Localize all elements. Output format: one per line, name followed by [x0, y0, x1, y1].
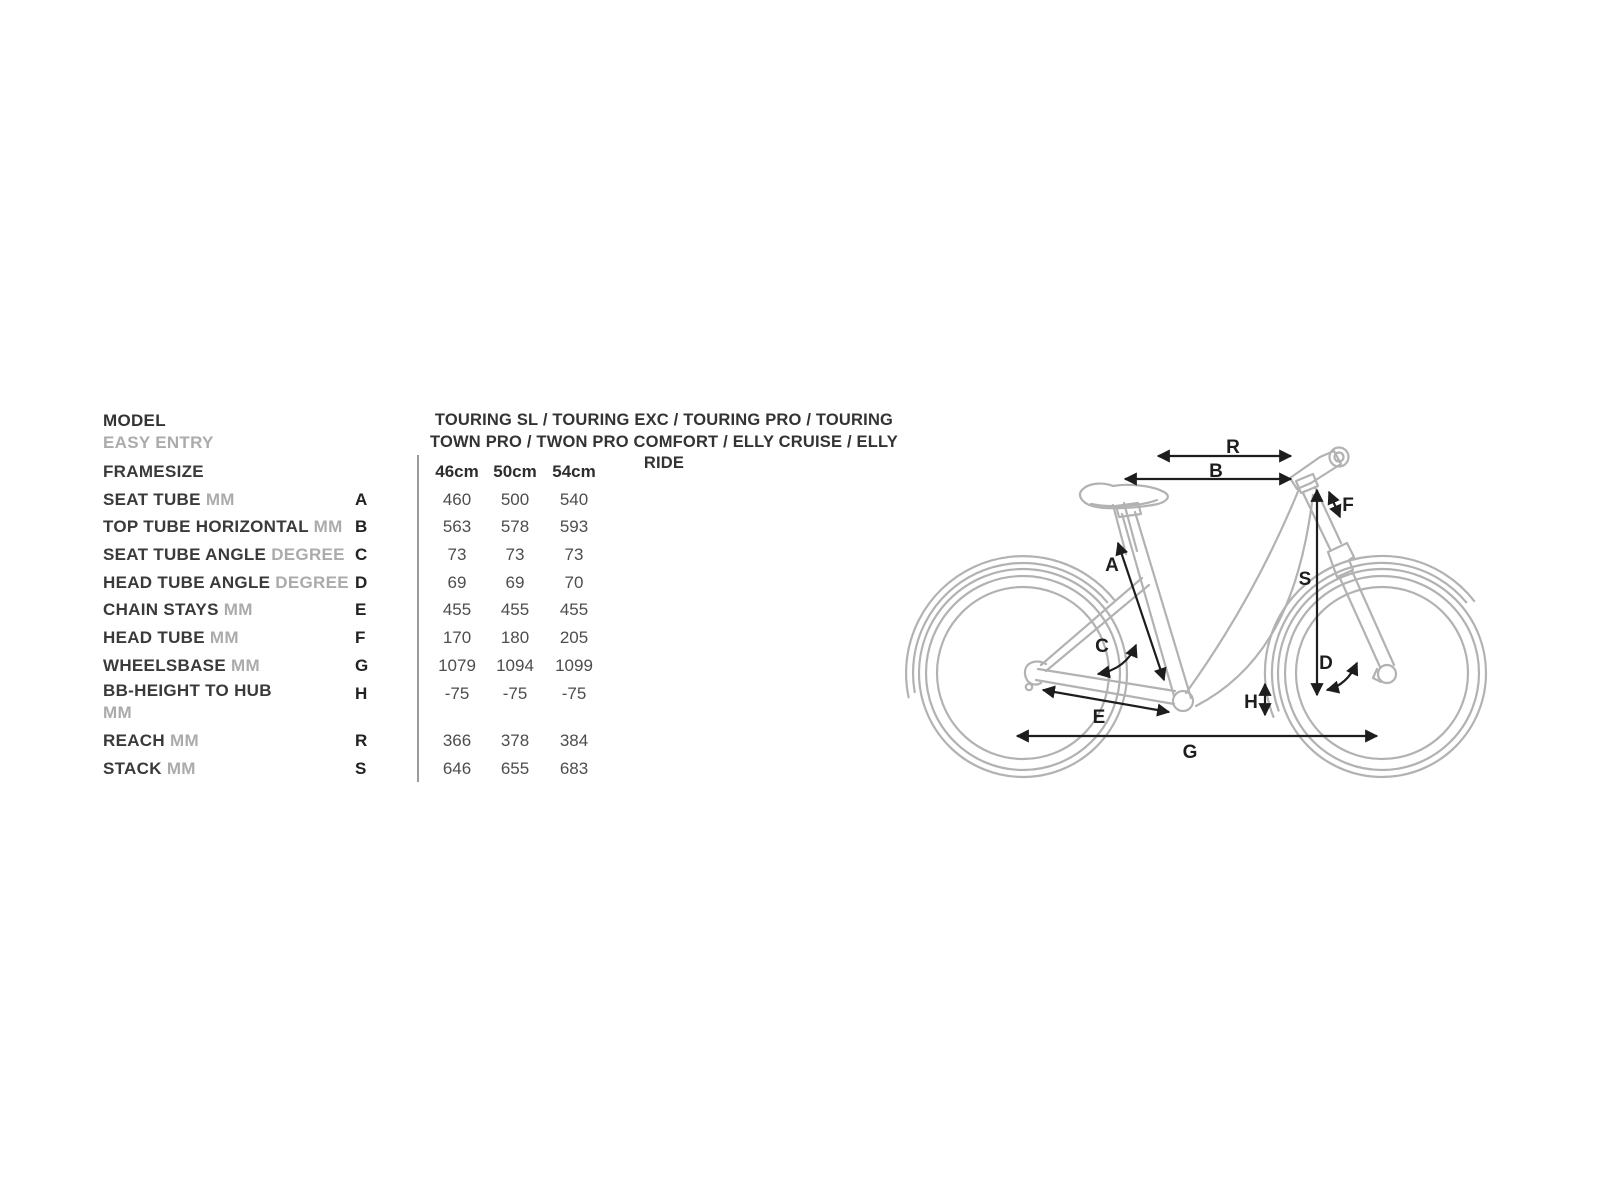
- framesize-label: FRAMESIZE: [103, 462, 204, 481]
- spec-value: 69: [447, 572, 467, 592]
- model-header: [103, 410, 214, 453]
- spec-letter: S: [355, 758, 367, 778]
- spec-row: [103, 541, 663, 569]
- spec-label: REACH MM: [103, 731, 199, 750]
- handlebar-grip: [1330, 448, 1349, 467]
- spec-rows: [103, 458, 663, 782]
- spec-value: 540: [559, 489, 589, 509]
- spec-value: 455: [559, 600, 589, 620]
- dim-arrow-seat-tube: [1118, 543, 1164, 680]
- spec-unit: MM: [169, 731, 199, 750]
- dim-label-r: R: [1226, 437, 1240, 458]
- spec-label: TOP TUBE HORIZONTAL MM: [103, 517, 343, 537]
- spec-unit: DEGREE: [275, 572, 349, 592]
- spec-value: 69: [505, 572, 525, 592]
- spec-value: -75: [502, 683, 528, 703]
- size-header-46: 46cm: [435, 462, 479, 481]
- spec-unit: MM: [223, 600, 253, 620]
- model-names-line1: TOURING SL / TOURING EXC / TOURING PRO / TOURING: [434, 411, 894, 429]
- spec-value: 655: [500, 758, 530, 778]
- dim-label-c: C: [1095, 636, 1109, 657]
- fork-crown: [1328, 543, 1354, 577]
- spec-label: WHEELSBASE MM: [103, 655, 260, 675]
- spec-value: 646: [442, 758, 472, 778]
- spec-label: SEAT TUBE ANGLE DEGREE: [103, 545, 345, 565]
- spec-letter: E: [355, 600, 367, 620]
- dim-label-e: E: [1092, 707, 1106, 728]
- spec-letter: D: [355, 572, 368, 592]
- spec-unit: MM: [205, 489, 235, 509]
- spec-row: [103, 755, 663, 783]
- spec-label: STACK MM: [103, 758, 196, 778]
- model-label: MODEL: [103, 411, 166, 430]
- spec-value: 455: [500, 600, 530, 620]
- spec-letter: R: [355, 731, 368, 750]
- spec-label: CHAIN STAYS MM: [103, 600, 253, 620]
- spec-unit: MM: [103, 702, 132, 722]
- spec-value: 500: [500, 489, 530, 509]
- spec-row: [103, 680, 663, 728]
- spec-value: 205: [559, 628, 589, 648]
- model-names-line2: TOWN PRO / TWON PRO COMFORT / ELLY CRUISE / ELLY RIDE: [430, 432, 898, 472]
- dim-label-b: B: [1209, 461, 1223, 482]
- dim-label-s: S: [1298, 569, 1312, 590]
- spec-value: 366: [442, 731, 472, 750]
- spec-letter: A: [355, 489, 368, 509]
- spec-row: [103, 486, 663, 514]
- spec-value: 73: [505, 545, 525, 565]
- bike-geometry-diagram: [880, 420, 1490, 810]
- model-sublabel: EASY ENTRY: [103, 432, 214, 452]
- size-header-54: 54cm: [552, 462, 596, 481]
- spec-value: 1099: [555, 655, 593, 675]
- spec-letter: F: [355, 628, 366, 648]
- dim-label-f: F: [1342, 495, 1354, 516]
- rear-fender: [913, 563, 1107, 692]
- dim-label-h: H: [1244, 692, 1258, 713]
- spec-letter: G: [355, 655, 369, 675]
- spec-value: 563: [442, 517, 472, 537]
- spec-unit: MM: [230, 655, 260, 675]
- spec-value: -75: [444, 683, 470, 703]
- spec-value: 1094: [496, 655, 534, 675]
- spec-unit: DEGREE: [271, 545, 345, 565]
- front-dropout: [1378, 665, 1396, 683]
- spec-row: [103, 727, 663, 755]
- spec-row: [103, 652, 663, 680]
- spec-label: HEAD TUBE ANGLE DEGREE: [103, 572, 349, 592]
- head-tube: [1296, 474, 1318, 493]
- spec-value: 170: [442, 628, 472, 648]
- spec-value: 70: [564, 572, 584, 592]
- down-tube: [1186, 489, 1299, 693]
- spec-letter: C: [355, 545, 368, 565]
- seat-tube: [1122, 512, 1191, 698]
- spec-value: -75: [561, 683, 587, 703]
- spec-row: [103, 513, 663, 541]
- spec-row: [103, 569, 663, 597]
- size-header-50: 50cm: [493, 462, 537, 481]
- spec-row: [103, 624, 663, 652]
- spec-label: HEAD TUBE MM: [103, 628, 239, 648]
- spec-label: SEAT TUBE MM: [103, 489, 235, 509]
- rear-wheel: [906, 556, 1127, 777]
- spec-letter: B: [355, 517, 368, 537]
- fork-blade: [1339, 571, 1394, 667]
- spec-value: 578: [500, 517, 530, 537]
- framesize-row: [103, 458, 663, 486]
- spec-unit: MM: [209, 628, 239, 648]
- spec-value: 593: [559, 517, 589, 537]
- spec-value: 73: [447, 545, 467, 565]
- spec-value: 378: [500, 731, 530, 750]
- dim-label-g: G: [1182, 742, 1198, 763]
- spec-value: 683: [559, 758, 589, 778]
- bike-illustration: [906, 448, 1486, 778]
- spec-unit: MM: [166, 758, 196, 778]
- spec-value: 460: [442, 489, 472, 509]
- spec-unit: MM: [313, 517, 343, 537]
- dim-label-a: A: [1105, 555, 1119, 576]
- spec-value: 1079: [438, 655, 476, 675]
- spec-value: 180: [500, 628, 530, 648]
- dim-arrow-head-tube: [1329, 492, 1340, 517]
- spec-value: 73: [564, 545, 584, 565]
- spec-value: 455: [442, 600, 472, 620]
- spec-row: [103, 596, 663, 624]
- spec-letter: H: [355, 683, 368, 703]
- spec-label: BB-HEIGHT TO HUB MM: [103, 678, 663, 724]
- dim-label-d: D: [1319, 653, 1333, 674]
- spec-value: 384: [559, 731, 589, 750]
